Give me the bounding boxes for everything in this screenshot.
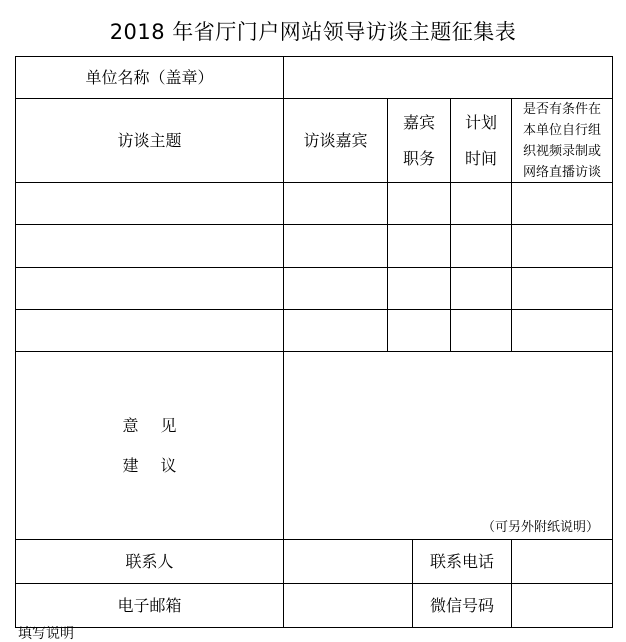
suggestion-note: （可另外附纸说明） — [482, 520, 600, 535]
row4-topic-field[interactable] — [16, 310, 283, 351]
header-guest: 访谈嘉宾 — [303, 130, 368, 150]
header-guest-position-line1: 嘉宾 — [402, 112, 435, 132]
header-topic: 访谈主题 — [117, 130, 182, 150]
header-self-record — [512, 99, 612, 182]
header-self-record-line3: 织视频录制或 — [522, 143, 601, 159]
row1-topic-field[interactable] — [16, 183, 283, 224]
row4-time-field[interactable] — [451, 310, 511, 351]
header-self-record-line4: 网络直播访谈 — [522, 164, 601, 180]
row1-time-field[interactable] — [451, 183, 511, 224]
row2-time-field[interactable] — [451, 225, 511, 267]
row1-position-field[interactable] — [388, 183, 450, 224]
contact-field[interactable] — [284, 540, 412, 583]
row3-guest-field[interactable] — [284, 268, 387, 309]
header-guest-position — [388, 99, 450, 182]
row2-position-field[interactable] — [388, 225, 450, 267]
contact-label: 联系人 — [125, 551, 174, 571]
phone-field[interactable] — [512, 540, 612, 583]
row2-self-record-field[interactable] — [512, 225, 612, 267]
row2-guest-field[interactable] — [284, 225, 387, 267]
row4-guest-field[interactable] — [284, 310, 387, 351]
email-field[interactable] — [284, 584, 412, 627]
wechat-field[interactable] — [512, 584, 612, 627]
phone-label: 联系电话 — [429, 551, 494, 571]
header-planned-time — [451, 99, 511, 182]
header-planned-time-line2: 时间 — [464, 148, 497, 168]
unit-name-field[interactable] — [284, 57, 612, 98]
header-self-record-line2: 本单位自行组 — [522, 122, 601, 138]
row3-time-field[interactable] — [451, 268, 511, 309]
suggestion-label-line1: 意见 — [122, 415, 199, 435]
unit-name-label: 单位名称（盖章） — [85, 67, 214, 87]
row1-guest-field[interactable] — [284, 183, 387, 224]
row3-self-record-field[interactable] — [512, 268, 612, 309]
page-title: 2018 年省厅门户网站领导访谈主题征集表 — [109, 20, 517, 44]
header-guest-position-line2: 职务 — [402, 148, 435, 168]
wechat-label: 微信号码 — [429, 595, 494, 615]
header-self-record-line1: 是否有条件在 — [522, 101, 601, 117]
suggestion-label-line2: 建议 — [122, 455, 199, 475]
email-label: 电子邮箱 — [117, 595, 182, 615]
row3-topic-field[interactable] — [16, 268, 283, 309]
row4-self-record-field[interactable] — [512, 310, 612, 351]
row4-position-field[interactable] — [388, 310, 450, 351]
header-planned-time-line1: 计划 — [464, 112, 497, 132]
row1-self-record-field[interactable] — [512, 183, 612, 224]
row3-position-field[interactable] — [388, 268, 450, 309]
suggestion-label — [16, 352, 283, 539]
survey-form-table — [15, 56, 613, 628]
row2-topic-field[interactable] — [16, 225, 283, 267]
suggestion-field[interactable] — [284, 352, 612, 539]
footer-instructions-heading: 填写说明 — [18, 626, 74, 642]
